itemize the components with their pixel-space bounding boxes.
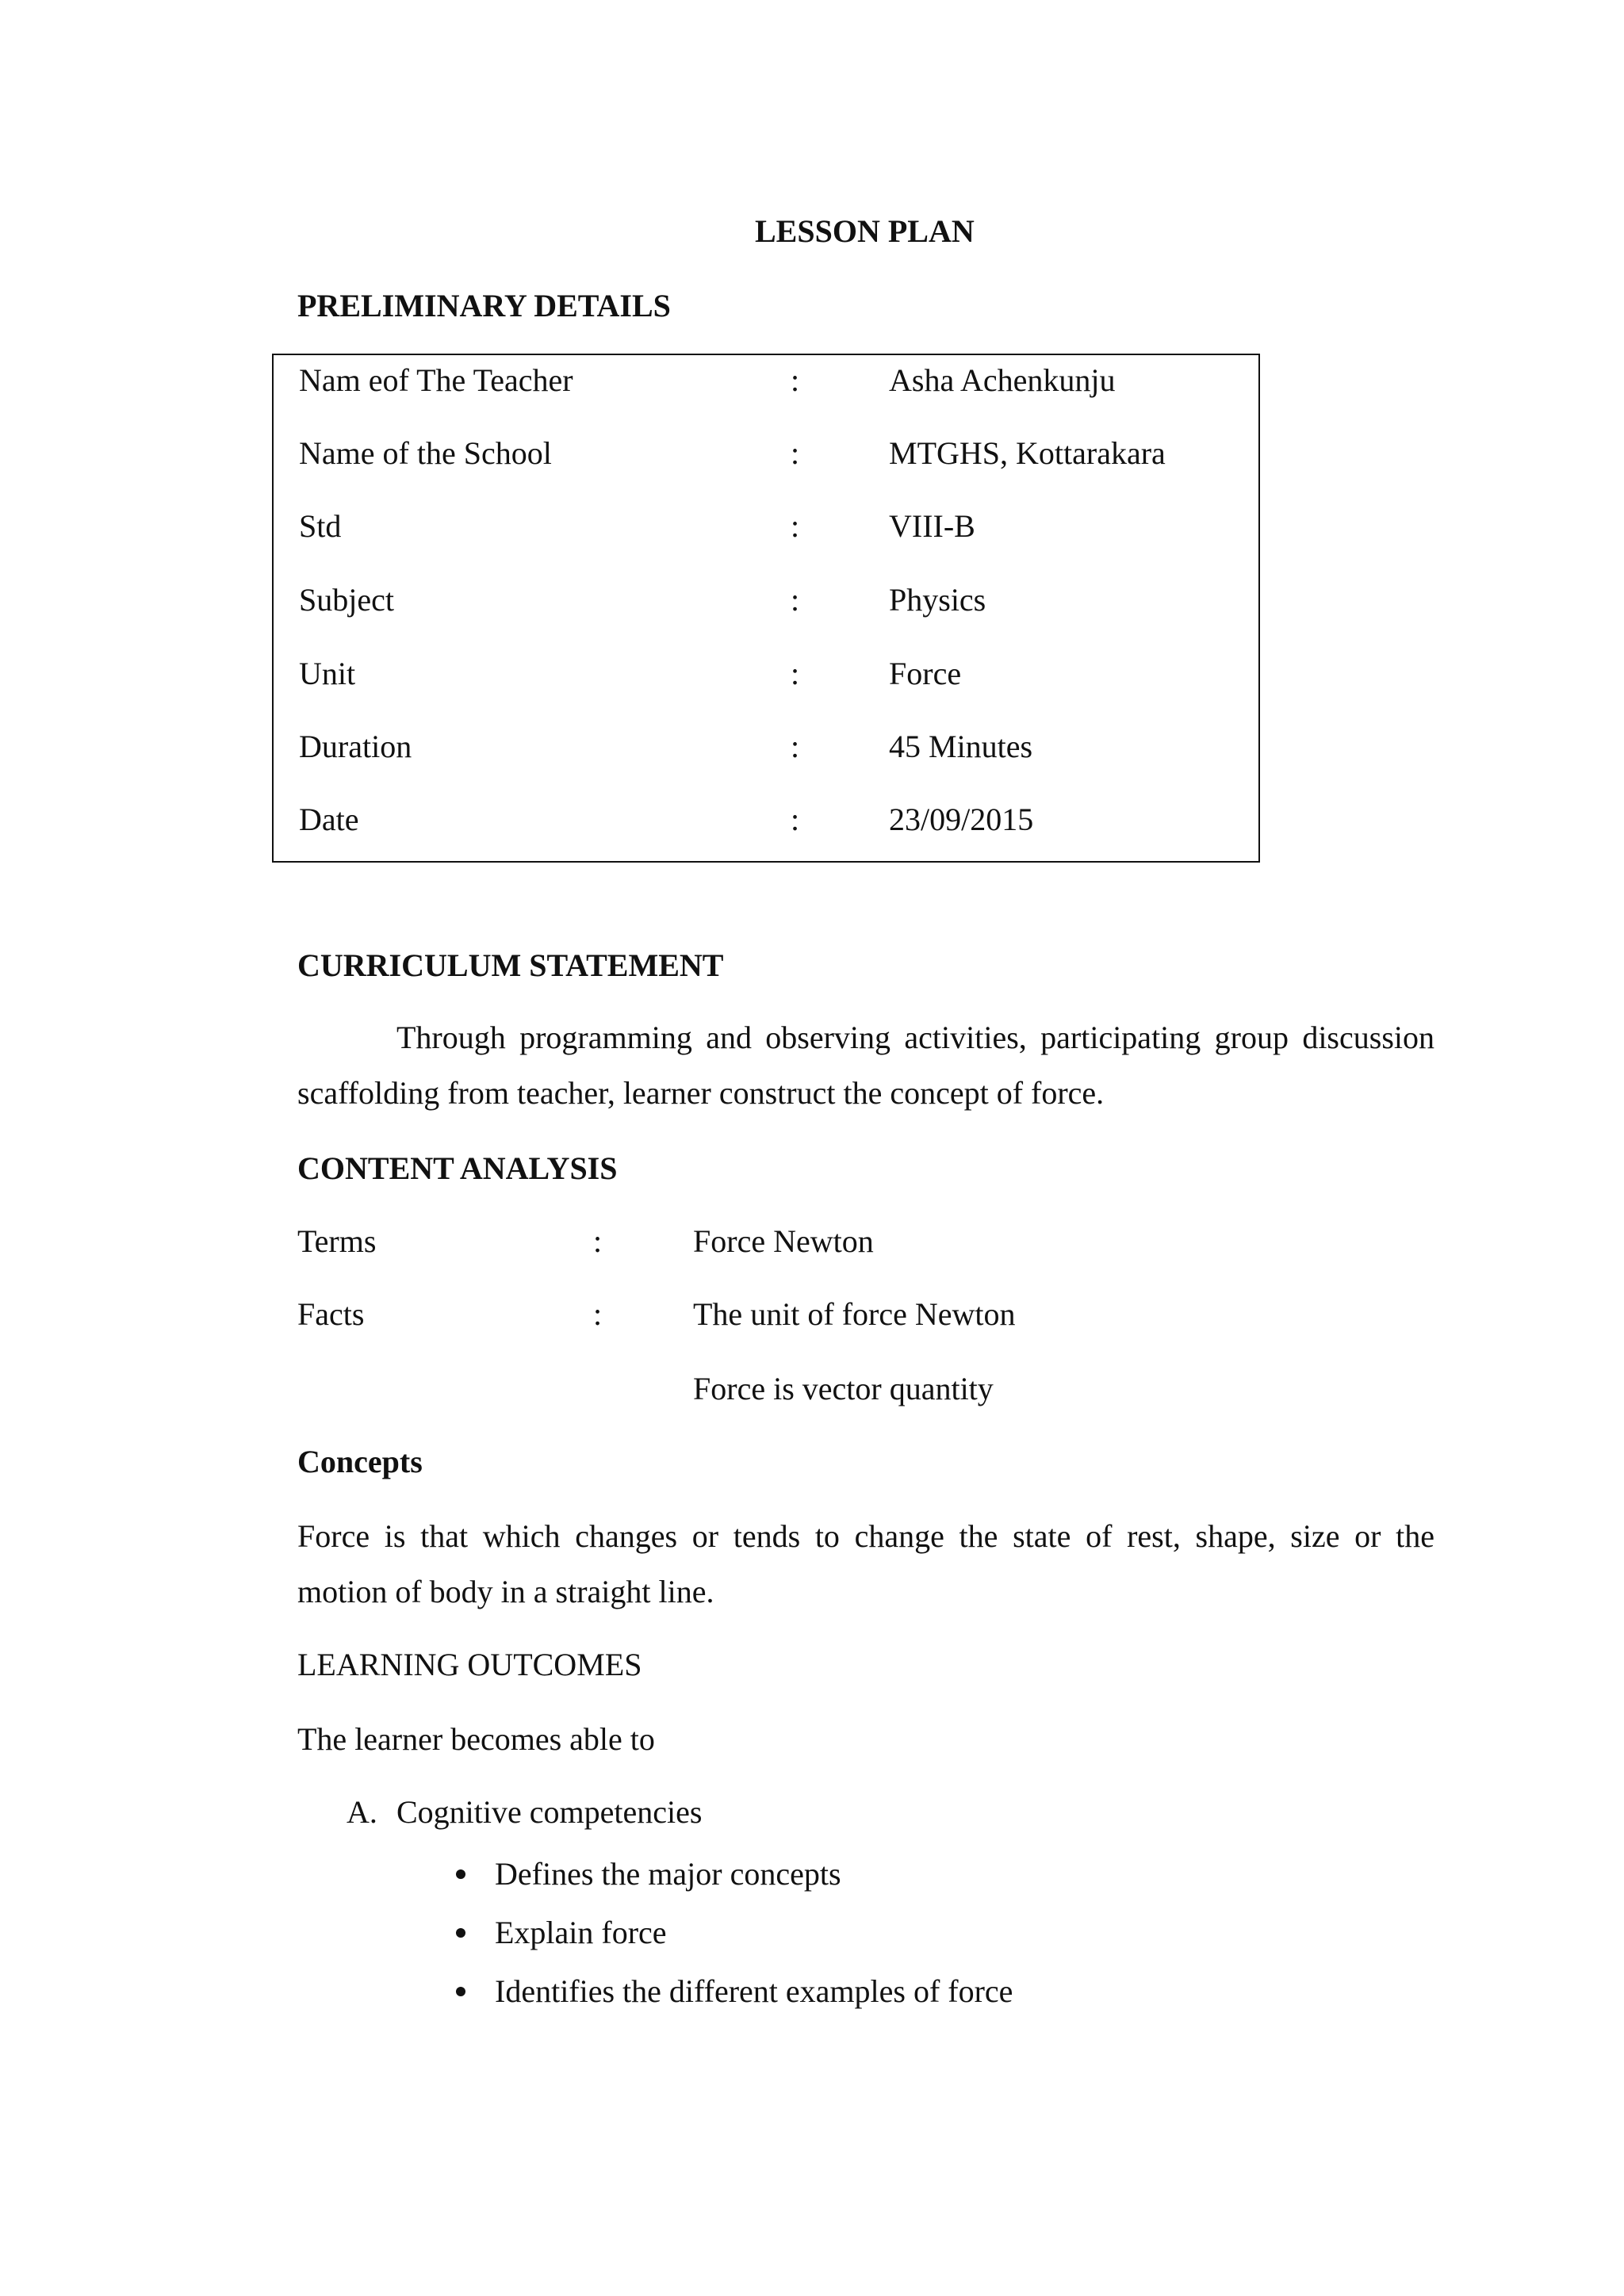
details-label: Duration xyxy=(299,729,412,764)
details-row xyxy=(274,507,1258,555)
preliminary-details-table xyxy=(272,354,1260,863)
list-item: Defines the major concepts xyxy=(495,1856,841,1892)
list-item: Explain force xyxy=(495,1915,667,1950)
facts-label: Facts xyxy=(297,1296,365,1332)
details-separator: : xyxy=(791,802,800,837)
curriculum-statement xyxy=(297,1010,1434,1121)
facts-value: The unit of force Newton xyxy=(693,1296,1016,1332)
curriculum-line: Through programming and observing activities, participating group discussion xyxy=(396,1020,1434,1055)
concepts-heading: Concepts xyxy=(297,1444,423,1479)
details-value: MTGHS, Kottarakara xyxy=(889,435,1166,471)
details-separator: : xyxy=(791,729,800,764)
details-value: VIII-B xyxy=(889,508,975,544)
details-value: Force xyxy=(889,656,962,691)
learning-outcomes-heading: LEARNING OUTCOMES xyxy=(297,1647,642,1682)
concepts-text xyxy=(297,1509,1434,1620)
details-row xyxy=(274,581,1258,629)
details-row xyxy=(274,655,1258,702)
details-label: Subject xyxy=(299,582,394,618)
facts-value: Force is vector quantity xyxy=(693,1371,994,1406)
bullet-icon xyxy=(456,1869,465,1879)
details-value: 45 Minutes xyxy=(889,729,1033,764)
learning-outcomes-intro: The learner becomes able to xyxy=(297,1721,655,1757)
section-marker: A. xyxy=(347,1794,377,1830)
details-row xyxy=(274,801,1258,848)
details-separator: : xyxy=(791,656,800,691)
details-row xyxy=(274,434,1258,482)
details-label: Nam eof The Teacher xyxy=(299,362,573,398)
page-title: LESSON PLAN xyxy=(755,213,975,249)
terms-value: Force Newton xyxy=(693,1223,874,1259)
concepts-line: motion of body in a straight line. xyxy=(297,1574,714,1609)
bullet-icon xyxy=(456,1928,465,1938)
concepts-line: Force is that which changes or tends to change the state of rest, shape, size or the xyxy=(297,1518,1434,1554)
details-value: 23/09/2015 xyxy=(889,802,1034,837)
terms-label: Terms xyxy=(297,1223,377,1259)
details-separator: : xyxy=(791,435,800,471)
terms-separator: : xyxy=(593,1223,603,1259)
curriculum-heading: CURRICULUM STATEMENT xyxy=(297,947,724,983)
details-row xyxy=(274,728,1258,775)
details-label: Date xyxy=(299,802,359,837)
details-label: Std xyxy=(299,508,342,544)
details-label: Unit xyxy=(299,656,356,691)
list-item: Identifies the different examples of force xyxy=(495,1973,1013,2009)
details-label: Name of the School xyxy=(299,435,552,471)
content-analysis-heading: CONTENT ANALYSIS xyxy=(297,1150,618,1186)
bullet-icon xyxy=(456,1987,465,1996)
section-title: Cognitive competencies xyxy=(396,1794,703,1830)
details-separator: : xyxy=(791,582,800,618)
preliminary-heading: PRELIMINARY DETAILS xyxy=(297,288,671,323)
details-row xyxy=(274,362,1258,409)
details-value: Physics xyxy=(889,582,986,618)
facts-separator: : xyxy=(593,1296,603,1332)
details-separator: : xyxy=(791,362,800,398)
details-separator: : xyxy=(791,508,800,544)
details-value: Asha Achenkunju xyxy=(889,362,1116,398)
curriculum-line: scaffolding from teacher, learner construct the concept of force. xyxy=(297,1075,1105,1111)
